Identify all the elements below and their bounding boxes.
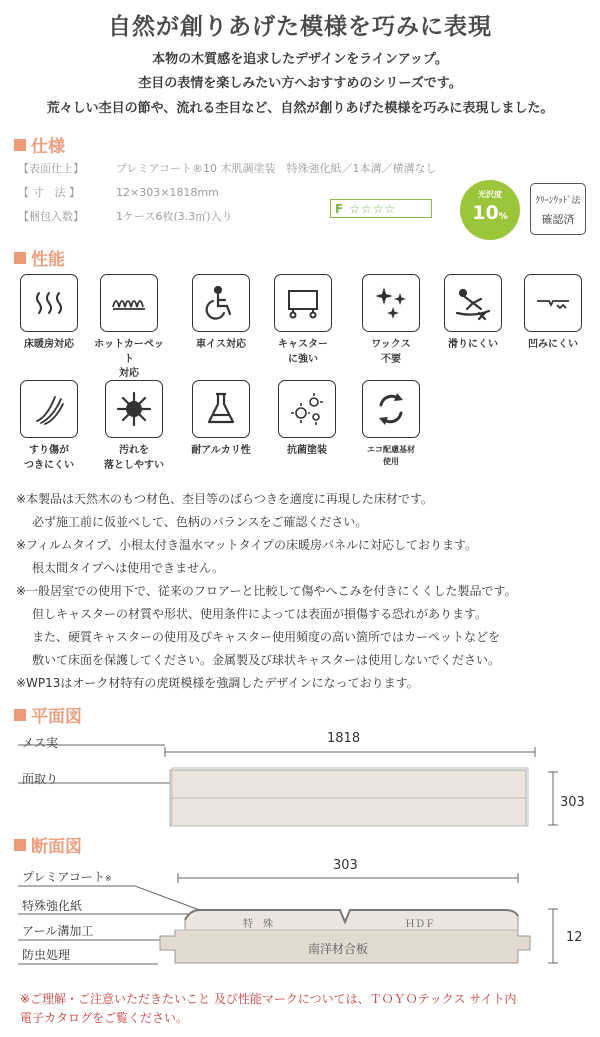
section-thickness-label: 12 [566,930,583,945]
perf-item-floor-heating [14,274,84,353]
note-line: 根太間タイプへは使用できません。 [32,561,224,575]
heading-square-icon [14,709,26,721]
spec-row-finish [18,160,437,176]
f-letter: F [335,201,344,216]
perf-item-anti-slip [438,274,508,353]
perf-label [94,338,164,382]
dent-icon [524,274,582,332]
perf-item-eco [356,380,426,467]
perf-label [14,444,84,473]
perf-item-caster [268,274,338,367]
perf-label-2: 不要 [381,353,401,365]
perf-label-2: 落としやすい [104,459,164,471]
perf-label-2: 使用 [383,456,399,466]
note-line: 必ず施工前に仮並べして、色柄のバランスをご確認ください。 [32,515,368,529]
label-coat-text: プレミアコート [22,870,105,884]
note-line: ※WP13はオーク材特有の虎斑模様を強調したデザインになっております。 [16,676,419,690]
intro-line-1: 本物の木質感を追求したデザインをラインアップ。 [152,52,448,67]
spec-key: 【梱包入数】 [18,210,84,223]
slip-icon [444,274,502,332]
perf-item-hot-carpet [94,274,164,382]
flask-icon [192,380,250,438]
perf-label [356,338,426,367]
perf-label-1: すり傷が [29,445,69,456]
layer-base-label: 南洋材合板 [308,942,369,956]
formaldehyde-badge [330,199,432,218]
perf-label [518,338,588,353]
perf-label [186,444,256,459]
note-line: ※一般居室での使用下で、従来のフロアーと比較して傷やへこみを付きにくくした製品です。 [16,584,517,598]
spec-key: 【 寸 法 】 [18,186,80,199]
perf-label [14,338,84,353]
perf-label [272,444,342,459]
cleanwood-badge [530,183,586,235]
coat-leader [135,886,205,912]
note-line: 敷いて床面を保護してください。金属製及び球状キャスターは使用しないでください。 [32,653,501,667]
perf-label-1: 汚れを [119,445,149,456]
perf-label-2: 対応 [119,368,139,379]
perf-label [356,444,426,467]
label-mesuzane: メス実 [22,736,59,750]
spec-value: 1ケース6枚(3.3㎡)入り [116,210,233,223]
performance-heading-text: 性能 [31,250,65,270]
board-top-layer [185,910,518,930]
layer-top-label: 特 殊 [243,919,273,930]
spec-row-size [18,184,219,200]
perf-label-1: キャスター [278,339,328,350]
label-mentori: 面取り [22,772,59,786]
perf-label-1: 滑りにくい [448,339,498,350]
perf-label [438,338,508,353]
perf-item-wax-free [356,274,426,367]
perf-label-1: 車イス対応 [196,339,246,350]
note-line: ※本製品は天然木のもつ材色、杢目等のばらつきを適度に再現した床材です。 [16,492,433,506]
plan-width-label: 303 [560,795,585,810]
footer-line-1: ※ご理解・ご注意いただきたいこと 及び性能マークについては、ＴＯＹＯテックス サイト内 [20,992,517,1006]
perf-label [268,338,338,367]
perf-label-1: エコ配慮基材 [367,445,415,454]
sparkle-icon [362,274,420,332]
perf-label-1: 凹みにくい [528,339,578,350]
cleanwood-line2: 確認済 [541,213,575,226]
label-special-paper: 特殊強化紙 [22,899,83,913]
label-coat-mark: ※ [104,874,112,883]
cleanwood-line1: ｸﾘｰﾝｳｯﾄﾞ法 [535,196,581,206]
section-heading [14,832,82,857]
perf-item-dent [518,274,588,353]
heat-waves-icon [20,274,78,332]
gloss-unit: % [498,212,508,222]
spec-value: 12×303×1818mm [116,186,219,199]
label-groove: アール溝加工 [22,924,94,938]
layer-hdf-label: ＨＤＦ [405,919,435,930]
perf-label-2: つきにくい [24,459,74,471]
perf-item-alkali [186,380,256,459]
spec-key: 【表面仕上】 [18,162,84,175]
scratch-icon [20,380,78,438]
recycle-icon [362,380,420,438]
note-line: また、硬質キャスターの使用及びキャスター使用頻度の高い箇所ではカーペットなどを [32,630,501,644]
perf-label-2: に強い [288,353,318,365]
gloss-value: 10 [472,202,499,224]
perf-label [99,444,169,473]
star-rating-icon: ☆☆☆☆ [349,201,397,216]
plan-heading-text: 平面図 [31,707,82,727]
hot-carpet-icon [100,274,158,332]
heading-square-icon [14,139,26,151]
spec-row-packing [18,208,233,224]
caster-icon [274,274,332,332]
plan-drawing [0,720,600,830]
perf-item-wheelchair [186,274,256,353]
gloss-value-wrap [460,202,520,224]
performance-heading [14,245,65,270]
perf-item-scratch [14,380,84,473]
spec-heading [14,132,65,157]
intro-line-2: 杢目の表情を楽しみたい方へおすすめのシリーズです。 [138,76,462,91]
intro-line-3: 荒々しい杢目の節や、流れる杢目など、自然が創りあげた模様を巧みに表現しました。 [46,101,554,116]
spec-value: プレミアコート®10 木肌調塗装 特殊強化紙／1本溝／横溝なし [116,162,437,175]
perf-label-1: 抗菌塗装 [287,445,327,456]
perf-label [186,338,256,353]
spec-heading-text: 仕様 [31,137,65,157]
section-heading-text: 断面図 [31,837,82,857]
heading-square-icon [14,252,26,264]
note-line: 但しキャスターの材質や形状、使用条件によっては表面が損傷する恐れがあります。 [32,607,488,621]
gloss-badge [460,180,520,240]
footer-line-2: 電子カタログをご覧ください。 [20,1011,189,1025]
perf-item-stain [99,380,169,473]
section-width-label: 303 [333,858,358,873]
wheelchair-icon [192,274,250,332]
note-line: ※フィルムタイプ、小根太付き温水マットタイプの床暖房パネルに対応しております。 [16,538,478,552]
section-drawing [0,860,600,970]
perf-label-1: ホットカーペット [94,339,164,365]
heading-square-icon [14,839,26,851]
perf-label-1: ワックス [371,339,411,350]
plan-length-label: 1818 [327,731,361,746]
perf-label-1: 耐アルカリ性 [191,445,251,456]
page-title: 自然が創りあげた模様を巧みに表現 [108,14,492,40]
antibacterial-icon [278,380,336,438]
perf-label-1: 床暖房対応 [24,339,74,350]
label-insect: 防虫処理 [22,948,71,962]
stain-icon [105,380,163,438]
gloss-label: 光沢度 [478,190,502,199]
perf-item-antibacterial [272,380,342,459]
